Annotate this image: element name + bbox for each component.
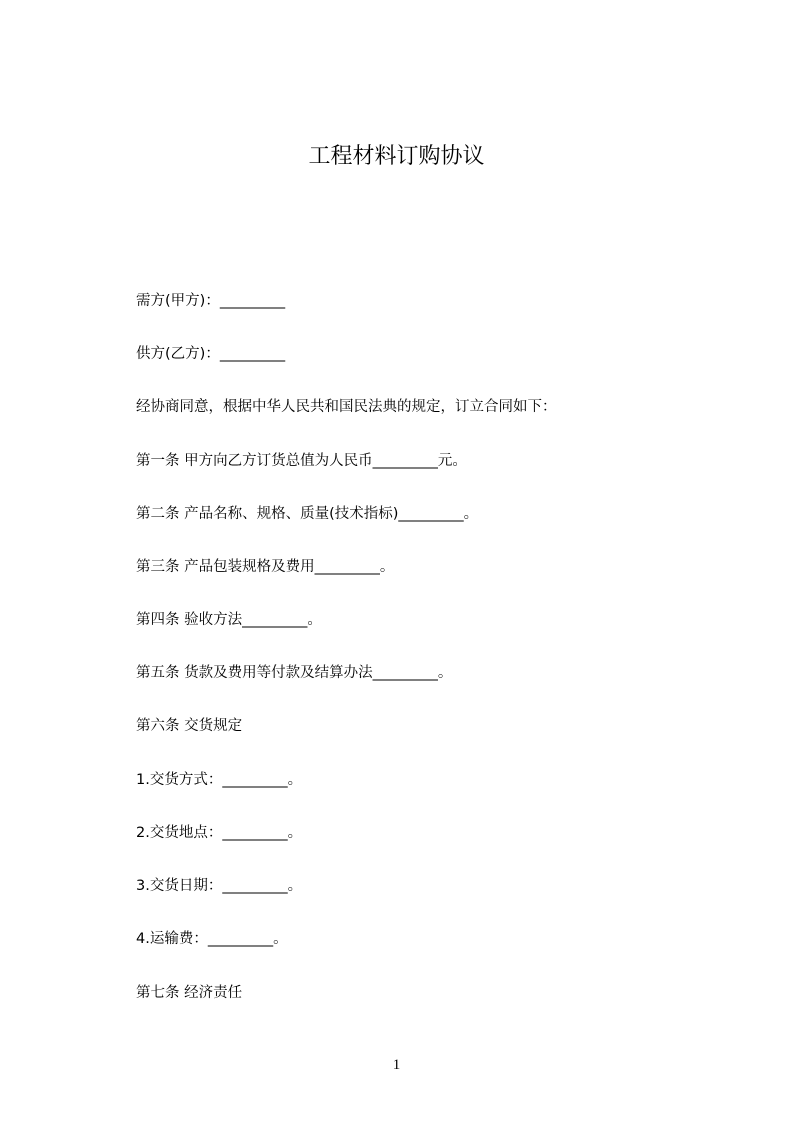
article-1-line: 第一条 甲方向乙方订货总值为人民币_________元。 xyxy=(136,453,467,469)
article-3-line: 第三条 产品包装规格及费用_________。 xyxy=(136,559,395,575)
article-5-line: 第五条 货款及费用等付款及结算办法_________。 xyxy=(136,665,453,681)
preamble-line: 经协商同意，根据中华人民共和国民法典的规定，订立合同如下： xyxy=(136,399,557,415)
delivery-date-line: 3.交货日期：_________。 xyxy=(136,878,303,894)
page-number: 1 xyxy=(392,1057,401,1073)
delivery-place-line: 2.交货地点：_________。 xyxy=(136,825,303,841)
article-2-line: 第二条 产品名称、规格、质量(技术指标)_________。 xyxy=(136,506,479,522)
party-b-line: 供方(乙方)：_________ xyxy=(136,346,286,362)
delivery-method-line: 1.交货方式：_________。 xyxy=(136,772,303,788)
article-7-heading: 第七条 经济责任 xyxy=(136,985,243,1001)
transport-fee-line: 4.运输费：_________。 xyxy=(136,931,288,947)
party-a-line: 需方(甲方)：_________ xyxy=(136,293,286,309)
article-4-line: 第四条 验收方法_________。 xyxy=(136,612,322,628)
article-6-heading: 第六条 交货规定 xyxy=(136,718,243,734)
document-title: 工程材料订购协议 xyxy=(308,144,485,169)
